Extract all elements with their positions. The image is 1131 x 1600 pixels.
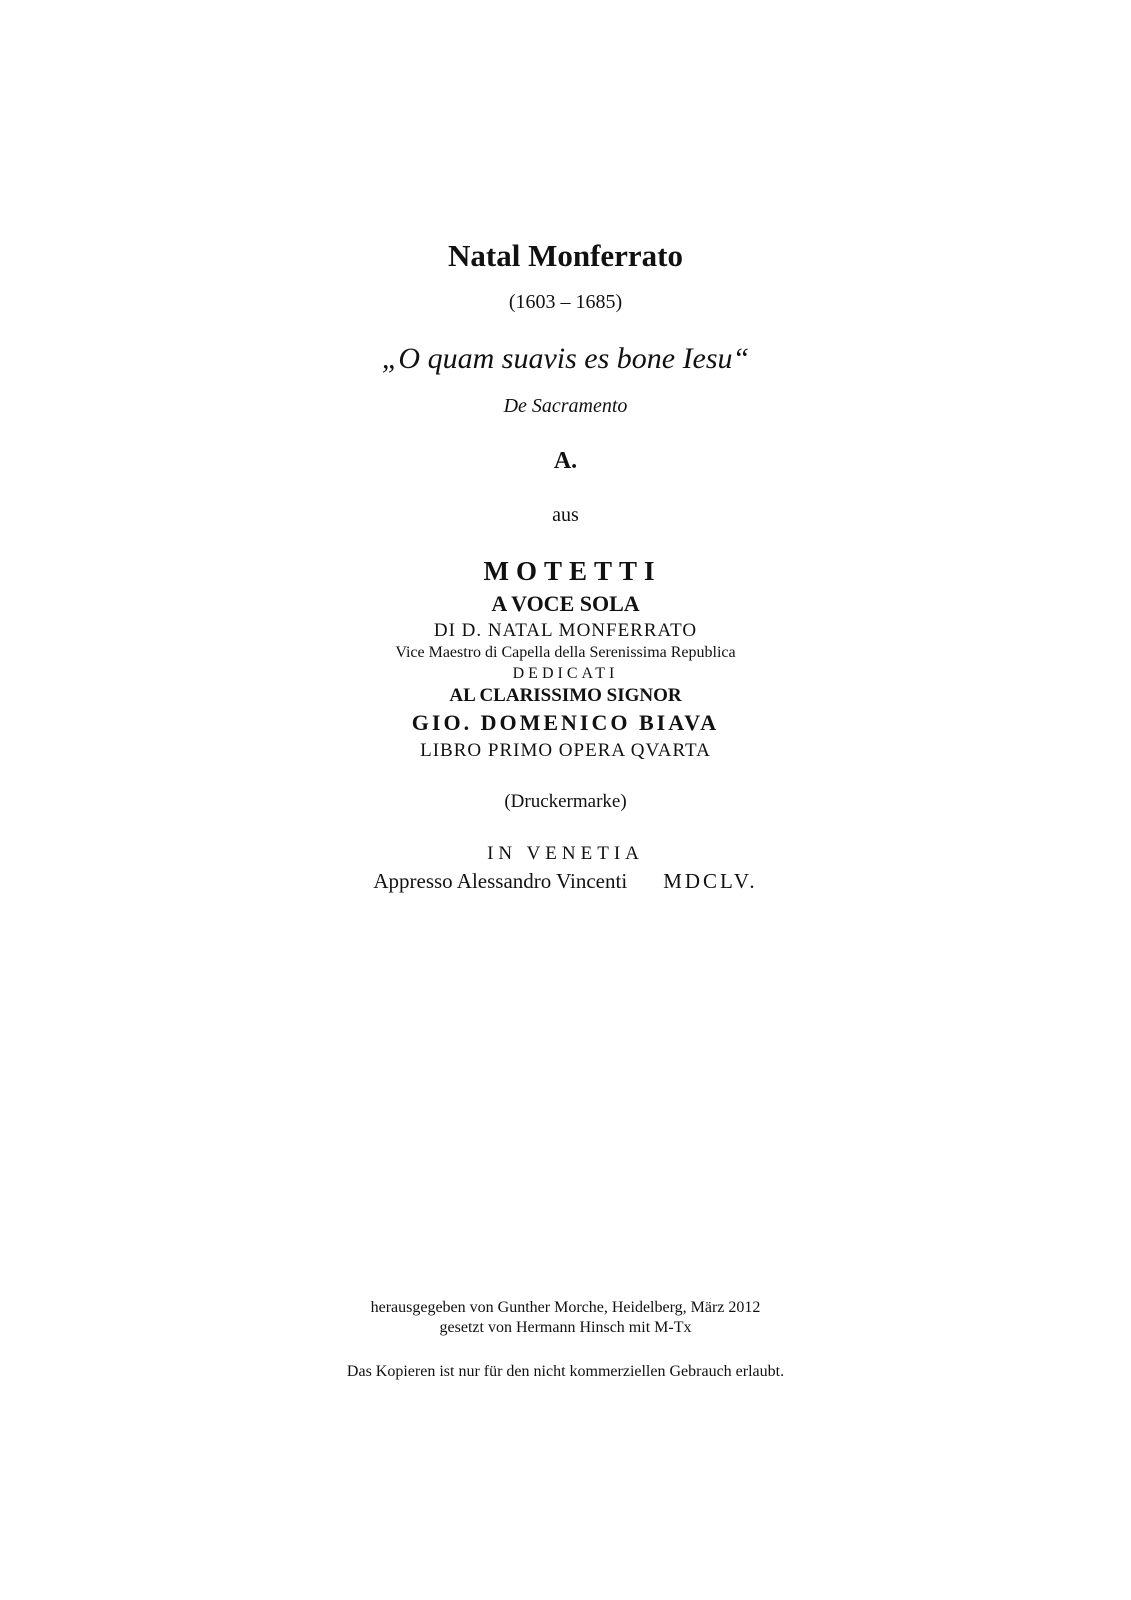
copyright-notice: Das Kopieren ist nur für den nicht kommerziellen Gebrauch erlaubt. xyxy=(346,1363,785,1380)
position-line: Vice Maestro di Capella della Serenissima Republica xyxy=(395,644,736,661)
dedicated-line: DEDICATI xyxy=(512,665,619,682)
imprint-line xyxy=(0,871,1131,892)
dedicatee-name: GIO. DOMENICO BIAVA xyxy=(411,710,720,735)
place-line: IN VENETIA xyxy=(487,843,644,864)
printer-mark-note: (Druckermarke) xyxy=(504,791,627,812)
author-line: DI D. NATAL MONFERRATO xyxy=(433,620,698,641)
motet-title: „O quam suavis es bone Iesu“ xyxy=(381,342,750,375)
book-line: LIBRO PRIMO OPERA QVARTA xyxy=(420,740,711,761)
collection-title: MOTETTI xyxy=(483,556,662,586)
part-label: A. xyxy=(553,448,578,474)
composer-dates: (1603 – 1685) xyxy=(508,291,623,313)
composer-name: Natal Monferrato xyxy=(448,238,683,273)
motet-subtitle: De Sacramento xyxy=(503,395,628,417)
voice-line: A VOCE SOLA xyxy=(491,591,640,616)
from-label: aus xyxy=(552,504,579,526)
addressee-line: AL CLARISSIMO SIGNOR xyxy=(449,685,682,706)
editor-credit: herausgegeben von Gunther Morche, Heidelberg, März 2012 xyxy=(370,1299,761,1316)
imprint-year: MDCLV. xyxy=(663,869,758,893)
typesetter-credit: gesetzt von Hermann Hinsch mit M-Tx xyxy=(439,1319,692,1336)
imprint-publisher: Appresso Alessandro Vincenti xyxy=(373,869,628,893)
